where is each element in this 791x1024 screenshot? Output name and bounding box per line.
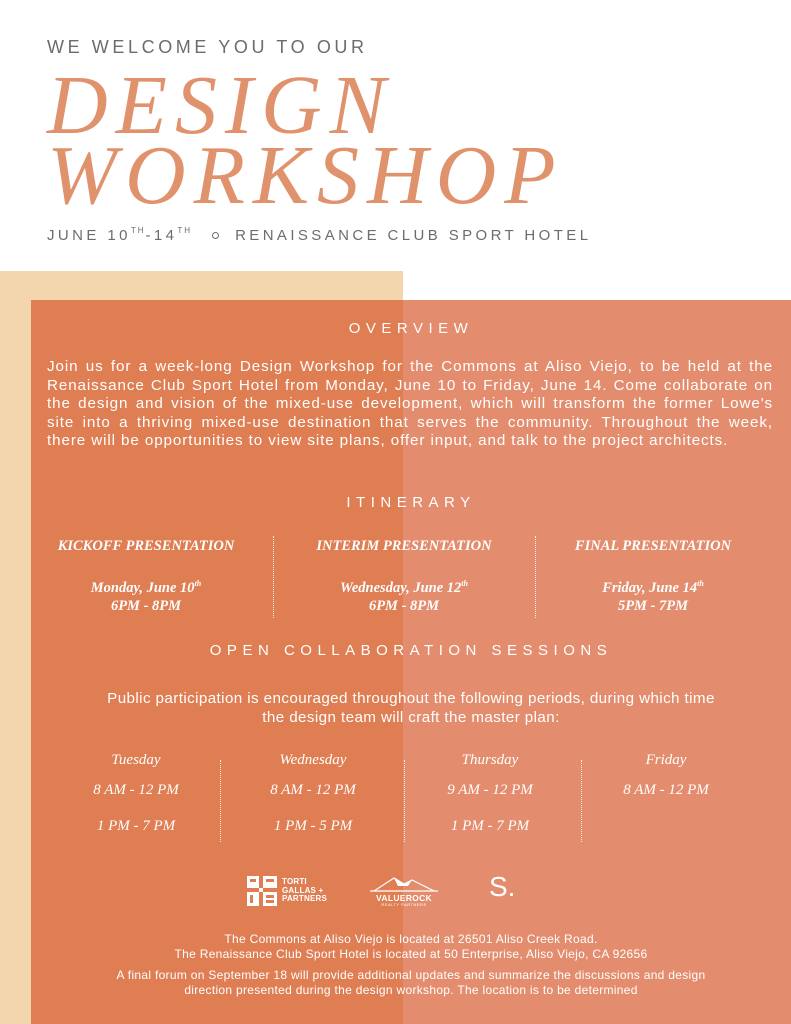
overview-heading: OVERVIEW	[348, 320, 474, 337]
footer-locations	[31, 932, 791, 962]
session-slot: 1 PM - 7 PM	[450, 818, 530, 834]
itinerary-time: 6PM - 8PM	[368, 598, 440, 614]
session-divider	[581, 760, 582, 842]
title-line-workshop: WORKSHOP	[47, 129, 564, 222]
torti-gallas-logo	[247, 874, 327, 908]
overview-paragraph: Join us for a week-long Design Workshop for the Commons at Aliso Viejo, to be held at the Renaissance Club Sport Hotel from Monday, June 10 to Friday, June 14. Come collaborate on the design and vision of the mixed-use development, which will transform the former Lowe's site into a thriving mixed-use destination that serves the community. Throughout the week, there will be opportunities to view site plans, offer input, and talk to the project architects.	[47, 358, 773, 450]
session-slot: 9 AM - 12 PM	[447, 782, 533, 798]
footer-line: direction presented during the design workshop. The location is to be determined	[184, 983, 638, 997]
itinerary-item-kickoff	[31, 538, 261, 615]
welcome-text: WE WELCOME YOU TO OUR	[47, 37, 368, 57]
itinerary-date: Monday, June 10th	[90, 579, 202, 596]
footer-line: A final forum on September 18 will provide additional updates and summarize the discussions and design	[116, 968, 706, 982]
session-slot: 8 AM - 12 PM	[623, 782, 709, 798]
itinerary-item-final	[538, 538, 768, 615]
circle-separator-icon	[212, 232, 219, 239]
session-day-tuesday	[61, 751, 211, 835]
itinerary-heading: ITINERARY	[346, 494, 476, 511]
session-slot: 8 AM - 12 PM	[93, 782, 179, 798]
sessions-intro-line: Public participation is encouraged throughout the following periods, during which time	[107, 690, 715, 707]
sessions-heading: OPEN COLLABORATION SESSIONS	[209, 642, 613, 659]
title-line-design: DESIGN	[47, 59, 394, 152]
sessions-intro-line: the design team will craft the master plan:	[262, 709, 560, 726]
itinerary-name: KICKOFF PRESENTATION	[57, 538, 235, 554]
footer-line: The Renaissance Club Sport Hotel is located at 50 Enterprise, Aliso Viejo, CA 92656	[174, 947, 648, 961]
session-day: Thursday	[461, 752, 519, 768]
session-day-friday	[591, 751, 741, 799]
torti-gallas-wordmark: TORTI GALLAS + PARTNERS	[282, 877, 328, 904]
date-end-suffix: TH	[177, 226, 193, 235]
session-day: Wednesday	[279, 752, 347, 768]
itinerary-time: 5PM - 7PM	[617, 598, 689, 614]
sessions-intro	[31, 689, 791, 727]
date-end: -14	[145, 227, 178, 244]
session-day-wednesday	[238, 751, 388, 835]
date-venue-line	[47, 226, 591, 244]
s-logo: S.	[489, 871, 516, 902]
itinerary-time: 6PM - 8PM	[110, 598, 182, 614]
itinerary-item-interim	[289, 538, 519, 615]
itinerary-divider	[535, 536, 536, 618]
valuerock-logo	[368, 874, 440, 908]
session-divider	[404, 760, 405, 842]
session-slot: 1 PM - 7 PM	[96, 818, 176, 834]
date-start-suffix: TH	[130, 226, 146, 235]
session-day: Friday	[645, 752, 687, 768]
session-divider	[220, 760, 221, 842]
session-day-thursday	[415, 751, 565, 835]
session-slot: 1 PM - 5 PM	[273, 818, 353, 834]
mountain-icon	[368, 874, 440, 894]
date-start: JUNE 10	[47, 227, 131, 244]
valuerock-tagline: REALTY PARTNERS	[381, 902, 427, 907]
itinerary-name: INTERIM PRESENTATION	[316, 538, 492, 554]
session-slot: 8 AM - 12 PM	[270, 782, 356, 798]
itinerary-date: Friday, June 14th	[602, 579, 704, 596]
footer-forum-note	[31, 968, 791, 998]
itinerary-date: Wednesday, June 12th	[340, 579, 468, 596]
torti-gallas-mark-icon	[247, 876, 277, 906]
session-day: Tuesday	[111, 752, 161, 768]
valuerock-wordmark: VALUEROCK	[376, 893, 432, 903]
info-panel	[31, 300, 791, 1024]
venue-name: RENAISSANCE CLUB SPORT HOTEL	[235, 227, 592, 244]
footer-line: The Commons at Aliso Viejo is located at 26501 Aliso Creek Road.	[224, 932, 598, 946]
itinerary-name: FINAL PRESENTATION	[574, 538, 732, 554]
itinerary-divider	[273, 536, 274, 618]
